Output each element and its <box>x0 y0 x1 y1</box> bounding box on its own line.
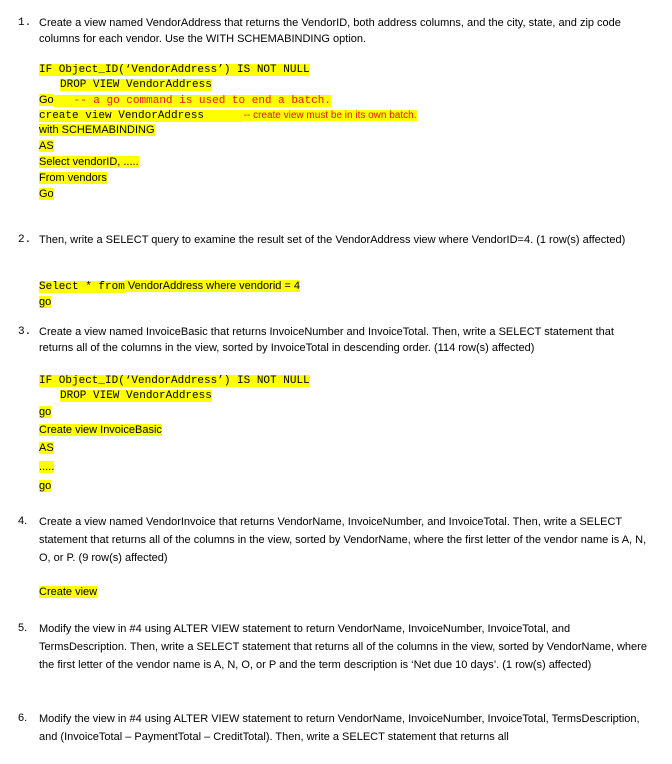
q1-code-line9: Go <box>39 188 54 200</box>
q3-code-line4: Create view InvoiceBasic <box>39 424 162 436</box>
q1-code-line8: From vendors <box>39 172 107 184</box>
q1-text: Create a view named VendorAddress that returns the VendorID, both address columns, and the city, state, and zip code columns for each vendor. Use the WITH SCHEMABINDING option. <box>39 17 621 45</box>
q3-text: Create a view named InvoiceBasic that returns InvoiceNumber and InvoiceTotal. Then, write a SELECT statement that returns all of the columns in the view, sorted by InvoiceTotal in descending order. (114 row(s) affected) <box>39 326 614 354</box>
q2-number: 2. <box>18 234 32 246</box>
q6-number: 6. <box>18 712 28 724</box>
q3-code-line5: AS <box>39 442 54 454</box>
q4-text: Create a view named VendorInvoice that returns VendorName, InvoiceNumber, and InvoiceTotal. Then, write a SELECT statement that returns all of the columns in the view, sorted by VendorName, where the first letter of the vendor name is A, N, O, or P. (9 row(s) affected) <box>39 516 647 564</box>
q1-code-comment2: -- create view must be in its own batch. <box>243 110 417 121</box>
q4-code-create-view: Create view <box>39 586 98 598</box>
q3-code-go1: go <box>39 406 52 418</box>
q5-text: Modify the view in #4 using ALTER VIEW statement to return VendorName, InvoiceNumber, InvoiceTotal, and TermsDescription. Then, write a SELECT statement that returns all of the columns in the view, sorted by VendorName, where the first letter of the vendor name is A, N, O, or P and the term description is ‘Net due 10 days’. (1 row(s) affected) <box>39 623 647 671</box>
q6-text: Modify the view in #4 using ALTER VIEW statement to return VendorName, InvoiceNumber, InvoiceTotal, TermsDescription, and (InvoiceTotal – PaymentTotal – CreditTotal). Then, write a SELECT statement that returns all <box>39 713 640 743</box>
q1-code-go: Go <box>39 94 54 106</box>
q3-code-go2: go <box>39 480 52 492</box>
q1-code-comment1: -- a go command is used to end a batch. <box>73 95 331 107</box>
q2-code-go: go <box>39 296 52 308</box>
q2-code-rest: VendorAddress where vendorid = 4 <box>127 280 301 292</box>
q2-text: Then, write a SELECT query to examine the result set of the VendorAddress view where VendorID=4. (1 row(s) affected) <box>39 234 626 246</box>
q1-code-line5: with SCHEMABINDING <box>39 124 155 136</box>
q4-number: 4. <box>18 515 28 527</box>
q5-number: 5. <box>18 622 28 634</box>
q1-code-line6: AS <box>39 140 54 152</box>
q1-code-line1: IF Object_ID(‘VendorAddress’) IS NOT NULL <box>39 64 310 76</box>
q3-code-line1: IF Object_ID(‘VendorAddress’) IS NOT NULL <box>39 375 310 387</box>
q1-number: 1. <box>18 17 32 29</box>
q3-number: 3. <box>18 326 32 338</box>
q3-code-line2: DROP VIEW VendorAddress <box>60 390 212 402</box>
q1-code-line2: DROP VIEW VendorAddress <box>60 79 212 91</box>
q2-code-select: Select * from <box>39 281 125 293</box>
q1-code-line7: Select vendorID, ..... <box>39 156 139 168</box>
q1-code-line4: create view VendorAddress <box>39 110 205 122</box>
q3-code-line6: ..... <box>39 461 55 473</box>
